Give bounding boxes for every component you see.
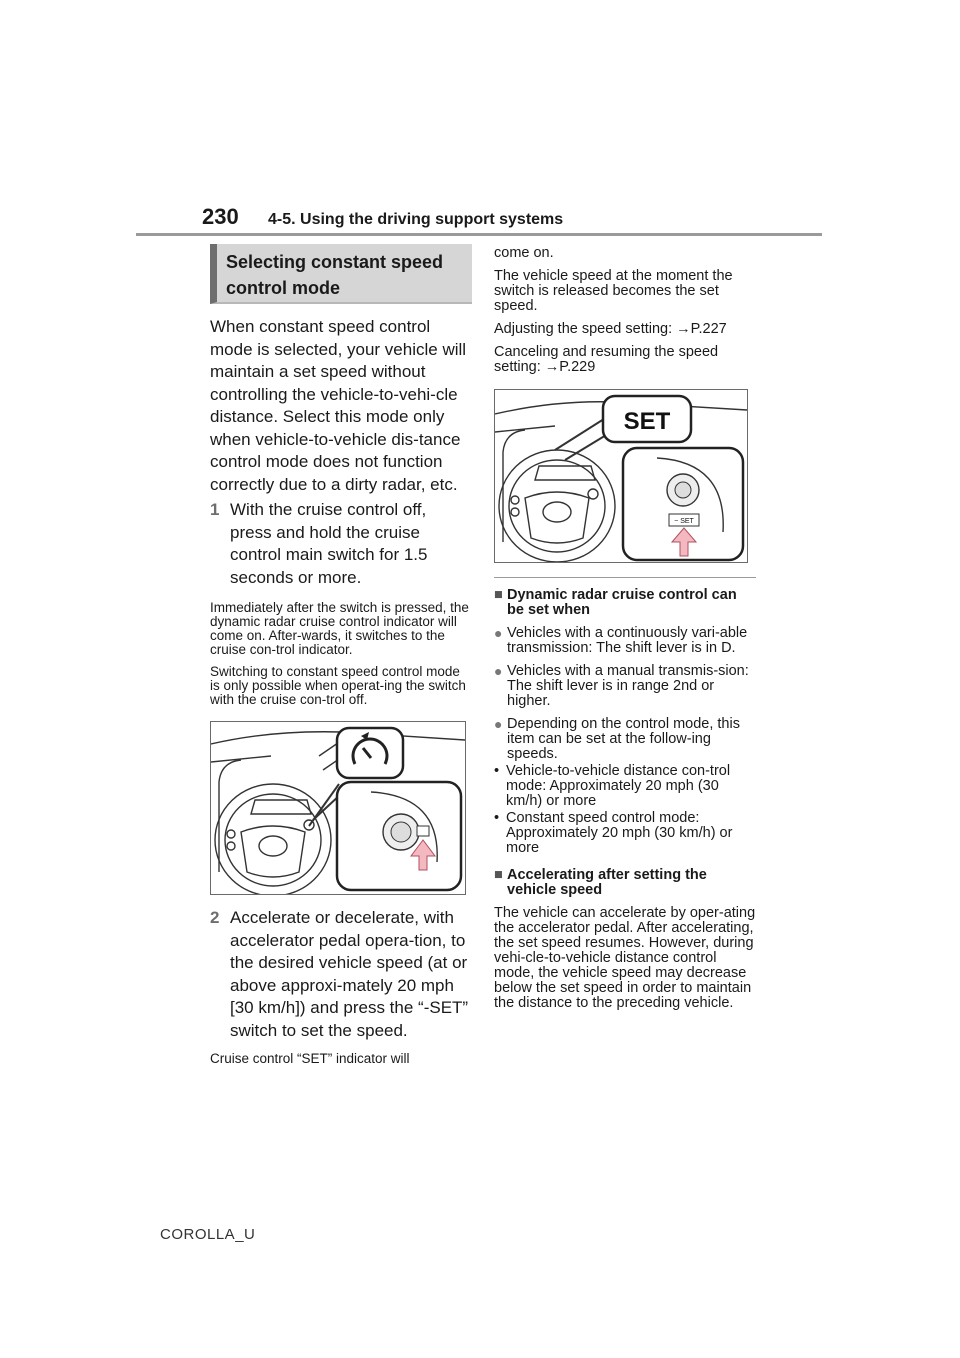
set-switch-label: − SET xyxy=(674,518,694,525)
continuation-text: The vehicle speed at the moment the switch is released becomes the set speed. xyxy=(494,268,733,314)
cruise-switch-icon xyxy=(337,782,461,890)
section-divider xyxy=(494,577,756,578)
step-text: Accelerate or decelerate, with accelerator pedal opera-tion, to the desired vehicle speed (at or above approxi-mately 20 mph [30 km/h]) and press the “-SET” switch to set the speed. xyxy=(230,908,469,1040)
note-paragraph: Cruise control “SET” indicator will xyxy=(210,1051,410,1066)
speedometer-icon xyxy=(337,728,403,778)
sub-bullet: • xyxy=(494,763,500,779)
figure-set-switch xyxy=(494,389,748,563)
section-title: 4-5. Using the driving support systems xyxy=(268,211,564,228)
note-paragraph: Switching to constant speed control mode is only possible when operat-ing the switch with the cruise con-trol off. xyxy=(210,664,466,707)
sub-bullet: • xyxy=(494,810,500,826)
step-text: With the cruise control off, press and hold the cruise control main switch for 1.5 seconds or more. xyxy=(230,500,428,587)
list-item: ● Vehicles with a continuously vari-able transmission: The shift lever is in D. xyxy=(494,625,748,656)
subsection-heading: ■ Dynamic radar cruise control can be set when xyxy=(494,587,737,618)
set-callout-label: SET xyxy=(623,408,671,435)
page-header xyxy=(202,204,563,234)
set-callout xyxy=(603,396,691,442)
steering-wheel-icon xyxy=(499,450,615,562)
page-number: 230 xyxy=(202,204,239,229)
section-heading: Selecting constant speed control mode xyxy=(210,244,472,304)
steering-wheel-icon xyxy=(215,784,331,894)
sub-list-item: • Constant speed control mode: Approximately 20 mph (30 km/h) or more xyxy=(494,810,733,856)
subsection-heading: ■ Accelerating after setting the vehicle speed xyxy=(494,867,707,898)
step-1 xyxy=(210,499,472,589)
figure-main-switch xyxy=(210,721,466,895)
steering-wheel-illustration xyxy=(495,390,747,562)
header-rule xyxy=(136,233,822,236)
page-reference: Adjusting the speed setting: →P.227 xyxy=(494,321,727,337)
note-paragraph: Immediately after the switch is pressed, the dynamic radar cruise control indicator will come on. After-wards, it switches to the cruise con-trol indicator. xyxy=(210,600,469,657)
list-item: ● Vehicles with a manual transmis-sion: The shift lever is in range 2nd or higher. xyxy=(494,663,749,709)
right-column xyxy=(494,244,756,1011)
step-number: 2 xyxy=(210,908,220,927)
dot-bullet: ● xyxy=(494,625,503,641)
step-2 xyxy=(210,907,472,1042)
continuation-text: come on. xyxy=(494,245,554,261)
sub-list-item: • Vehicle-to-vehicle distance con-trol mode: Approximately 20 mph (30 km/h) or more xyxy=(494,763,731,809)
steering-wheel-illustration xyxy=(211,722,465,894)
square-bullet: ■ xyxy=(494,587,503,603)
intro-paragraph: When constant speed control mode is selected, your vehicle will maintain a set speed without controlling the vehicle-to-vehi-cle distance. Select this mode only when vehicle-to-vehicle dis-tance control mode does not function correctly due to a dirty radar, etc. xyxy=(210,317,467,494)
square-bullet: ■ xyxy=(494,867,503,883)
dot-bullet: ● xyxy=(494,663,503,679)
page-reference: Canceling and resuming the speed setting: →P.229 xyxy=(494,344,719,375)
body-paragraph: The vehicle can accelerate by oper-ating the accelerator pedal. After accelerating, the set speed resumes. However, during vehi-cle-to-vehicle distance control mode, the vehicle speed may decrease below the set speed in order to maintain the distance to the preceding vehicle. xyxy=(494,905,756,1011)
dot-bullet: ● xyxy=(494,716,503,732)
footer-model: COROLLA_U xyxy=(160,1226,256,1243)
step-number: 1 xyxy=(210,500,220,519)
list-item: ● Depending on the control mode, this item can be set at the follow-ing speeds. xyxy=(494,716,740,762)
left-column xyxy=(210,244,472,1066)
